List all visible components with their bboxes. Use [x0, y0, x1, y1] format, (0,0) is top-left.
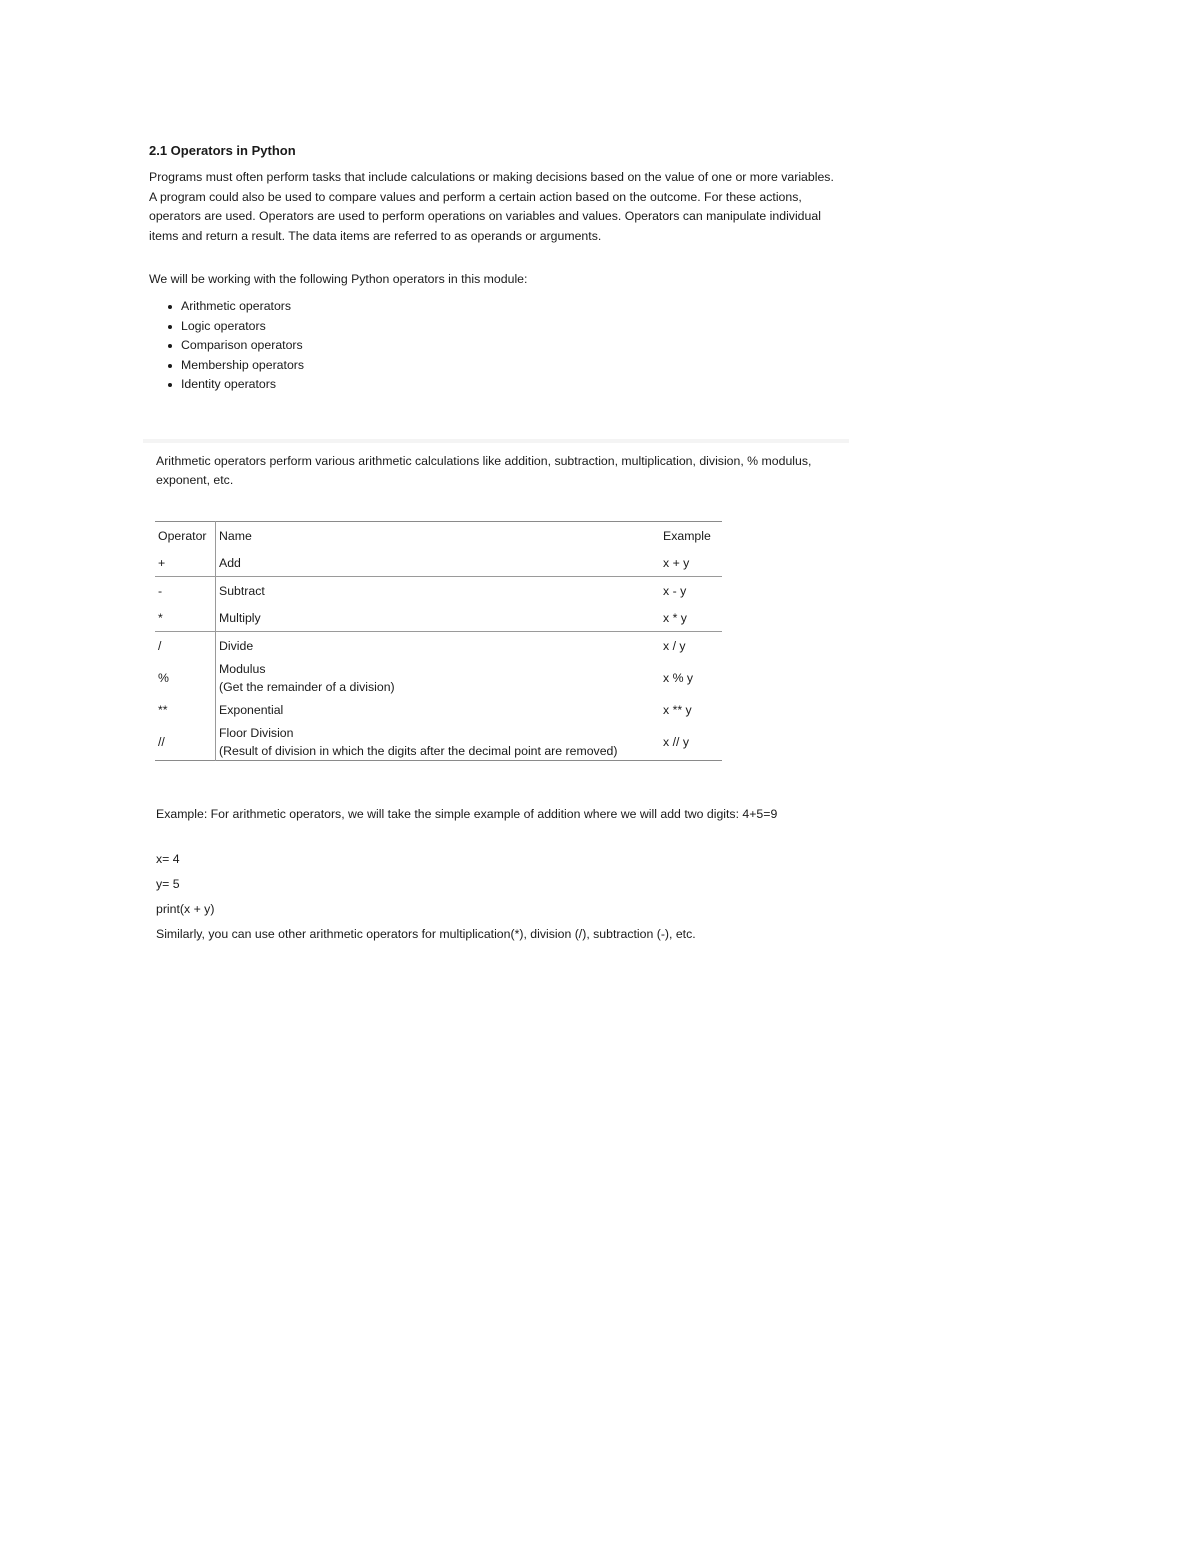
section-divider-band: [143, 439, 849, 443]
table-row: [155, 632, 722, 660]
table-row: [155, 549, 722, 577]
cell-operator: /: [155, 632, 216, 660]
code-line: y= 5: [156, 877, 180, 891]
cell-name: Multiply: [216, 604, 661, 632]
code-line: x= 4: [156, 852, 180, 866]
cell-example: x / y: [660, 632, 722, 660]
list-item: Identity operators: [164, 375, 304, 395]
header-operator: Operator: [158, 528, 207, 543]
code-line: print(x + y): [156, 902, 215, 916]
cell-operator: %: [158, 670, 169, 685]
list-item: Comparison operators: [164, 336, 304, 356]
cell-example: x ** y: [663, 702, 692, 717]
table-row: [155, 659, 722, 696]
cell-example: x % y: [663, 670, 694, 685]
table-row: [155, 723, 722, 761]
table-row: [155, 604, 722, 632]
cell-name: Exponential: [216, 696, 661, 723]
cell-name: [216, 659, 661, 696]
cell-name: Subtract: [216, 577, 661, 605]
table-header-row: [155, 522, 722, 550]
cell-example: x // y: [663, 734, 689, 749]
cell-name-main: Modulus: [219, 661, 266, 676]
cell-name: Add: [216, 549, 661, 577]
table-row: [155, 696, 722, 723]
arithmetic-description: Arithmetic operators perform various arithmetic calculations like addition, subtraction, multiplication, division, % modulus, exponent, etc.: [156, 454, 812, 487]
cell-name-note: (Get the remainder of a division): [219, 679, 395, 694]
list-item: Membership operators: [164, 356, 304, 376]
cell-operator: -: [155, 577, 216, 605]
operator-types-list: [164, 297, 304, 395]
table-row: [155, 577, 722, 605]
header-name: Name: [216, 522, 661, 550]
cell-name-main: Floor Division: [219, 725, 294, 740]
arithmetic-operators-table: [155, 521, 722, 761]
operators-lead-sentence: We will be working with the following Python operators in this module:: [149, 272, 528, 286]
cell-example: x - y: [660, 577, 722, 605]
cell-name: Divide: [216, 632, 661, 660]
cell-name: [216, 723, 661, 761]
cell-example: x * y: [663, 610, 687, 625]
cell-example: x + y: [663, 555, 690, 570]
cell-operator: *: [158, 610, 163, 625]
list-item: Arithmetic operators: [164, 297, 304, 317]
cell-name-note: (Result of division in which the digits after the decimal point are removed): [219, 743, 618, 758]
section-heading: 2.1 Operators in Python: [149, 143, 296, 158]
cell-operator: **: [158, 702, 168, 717]
similarly-paragraph: Similarly, you can use other arithmetic operators for multiplication(*), division (/), subtraction (-), etc.: [156, 927, 696, 941]
intro-paragraph: Programs must often perform tasks that include calculations or making decisions based on the value of one or more variables. A program could also be used to compare values and perform a certain action based on the outcome. For these actions, operators are used. Operators are used to perform operations on variables and values. Operators can manipulate individual items and return a result. The data items are referred to as operands or arguments.: [149, 170, 834, 243]
cell-operator: +: [158, 555, 166, 570]
header-example: Example: [663, 528, 711, 543]
list-item: Logic operators: [164, 317, 304, 337]
example-paragraph: Example: For arithmetic operators, we will take the simple example of addition where we will add two digits: 4+5=9: [156, 807, 778, 821]
cell-operator: //: [158, 734, 165, 749]
